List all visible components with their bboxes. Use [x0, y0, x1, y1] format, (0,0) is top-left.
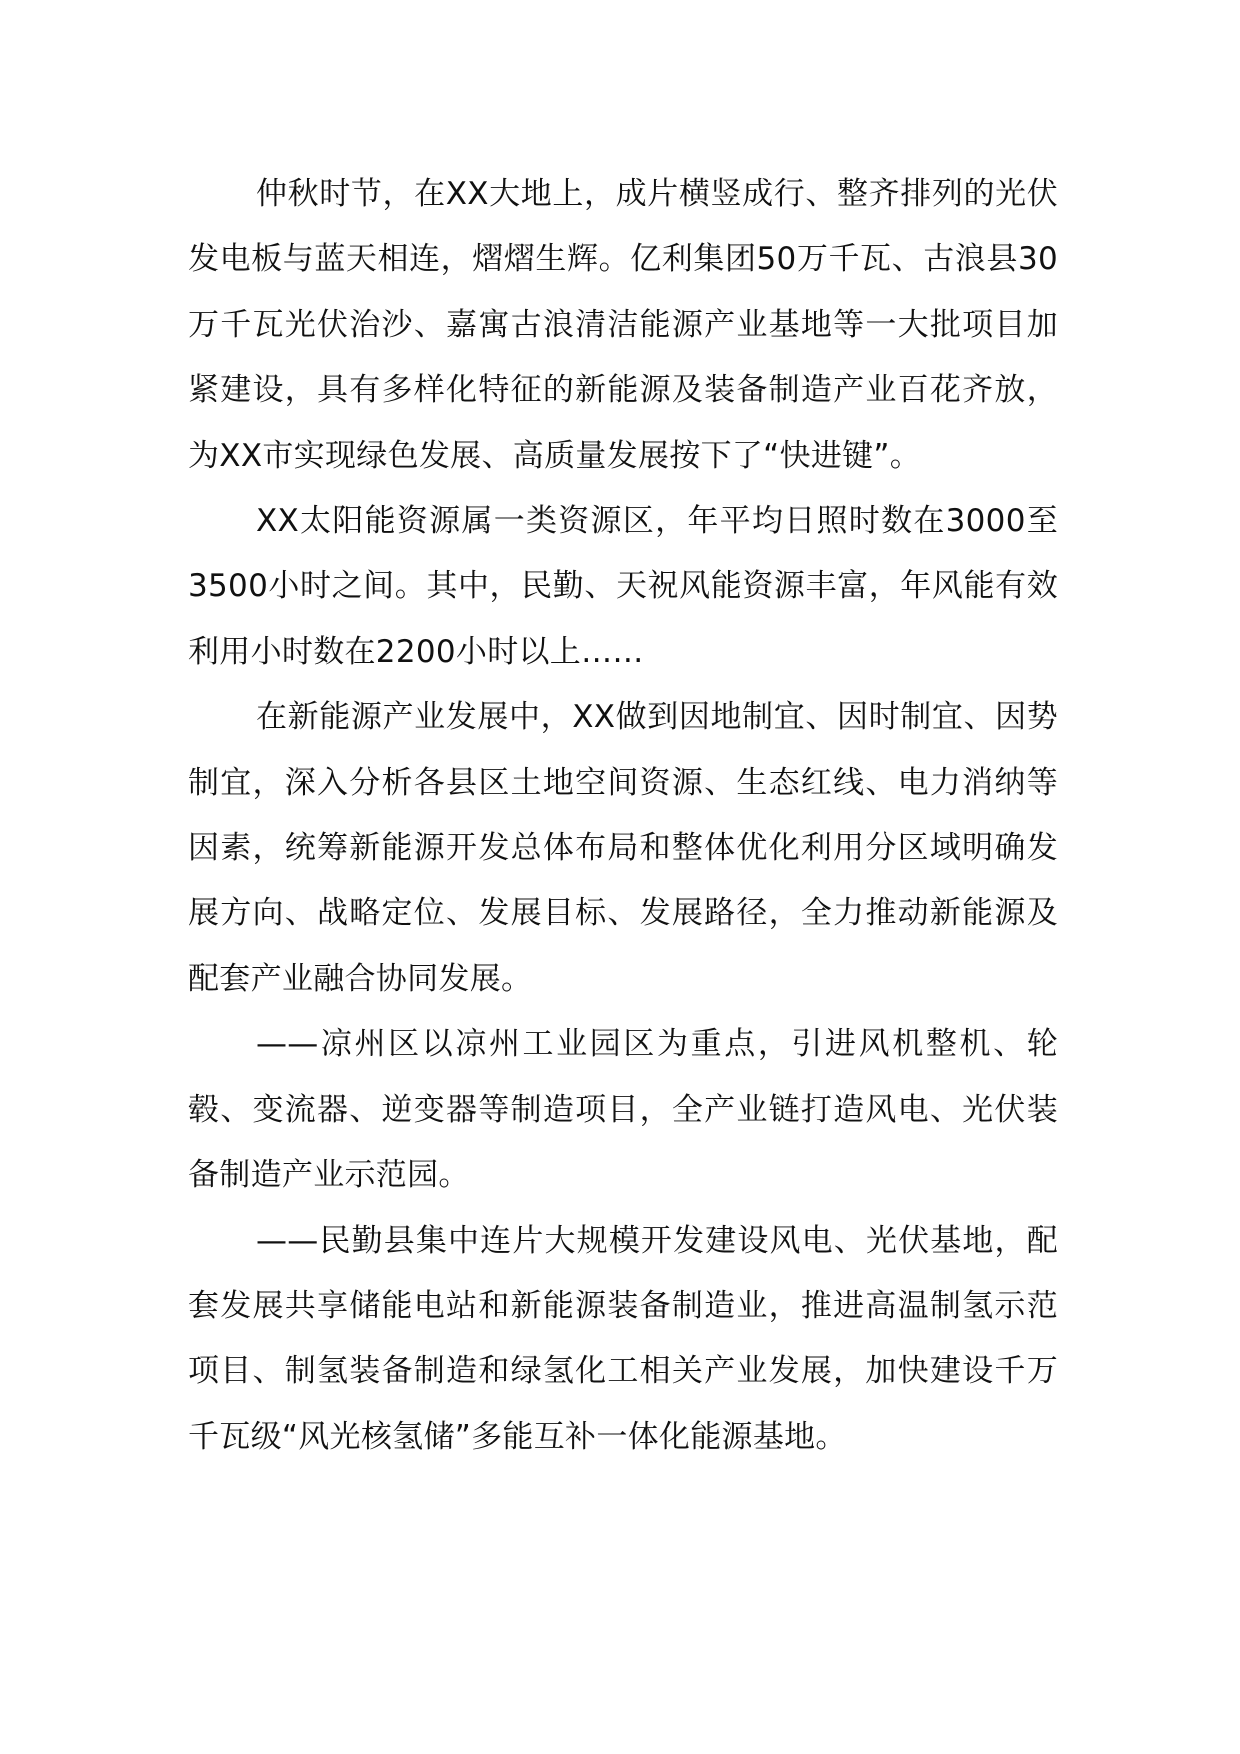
paragraph-liangzhou-district: ——凉州区以凉州工业园区为重点，引进风机整机、轮毂、变流器、逆变器等制造项目，全产业链打造风电、光伏装备制造产业示范园。 — [188, 1026, 1058, 1194]
paragraph-solar-resources: XX太阳能资源属一类资源区，年平均日照时数在3000至3500小时之间。其中，民勤、天祝风能资源丰富，年风能有效利用小时数在2200小时以上…… — [188, 503, 1058, 670]
paragraph-minqin-county: ——民勤县集中连片大规模开发建设风电、光伏基地，配套发展共享储能电站和新能源装备制造业，推进高温制氢示范项目、制氢装备制造和绿氢化工相关产业发展，加快建设千万千瓦级“风光核氢储”多能互补一体化能源基地。 — [188, 1222, 1058, 1455]
paragraph-autumn-solar-projects: 仲秋时节，在XX大地上，成片横竖成行、整齐排列的光伏发电板与蓝天相连，熠熠生辉。亿利集团50万千瓦、古浪县30万千瓦光伏治沙、嘉寓古浪清洁能源产业基地等一大批项目加紧建设，具有多样化特征的新能源及装备制造产业百花齐放，为XX市实现绿色发展、高质量发展按下了“快进键”。 — [188, 176, 1058, 474]
document-page — [188, 162, 1058, 1470]
paragraph-development-strategy: 在新能源产业发展中，XX做到因地制宜、因时制宜、因势制宜，深入分析各县区土地空间资源、生态红线、电力消纳等因素，统筹新能源开发总体布局和整体优化利用分区域明确发展方向、战略定位、发展目标、发展路径，全力推动新能源及配套产业融合协同发展。 — [188, 699, 1058, 997]
